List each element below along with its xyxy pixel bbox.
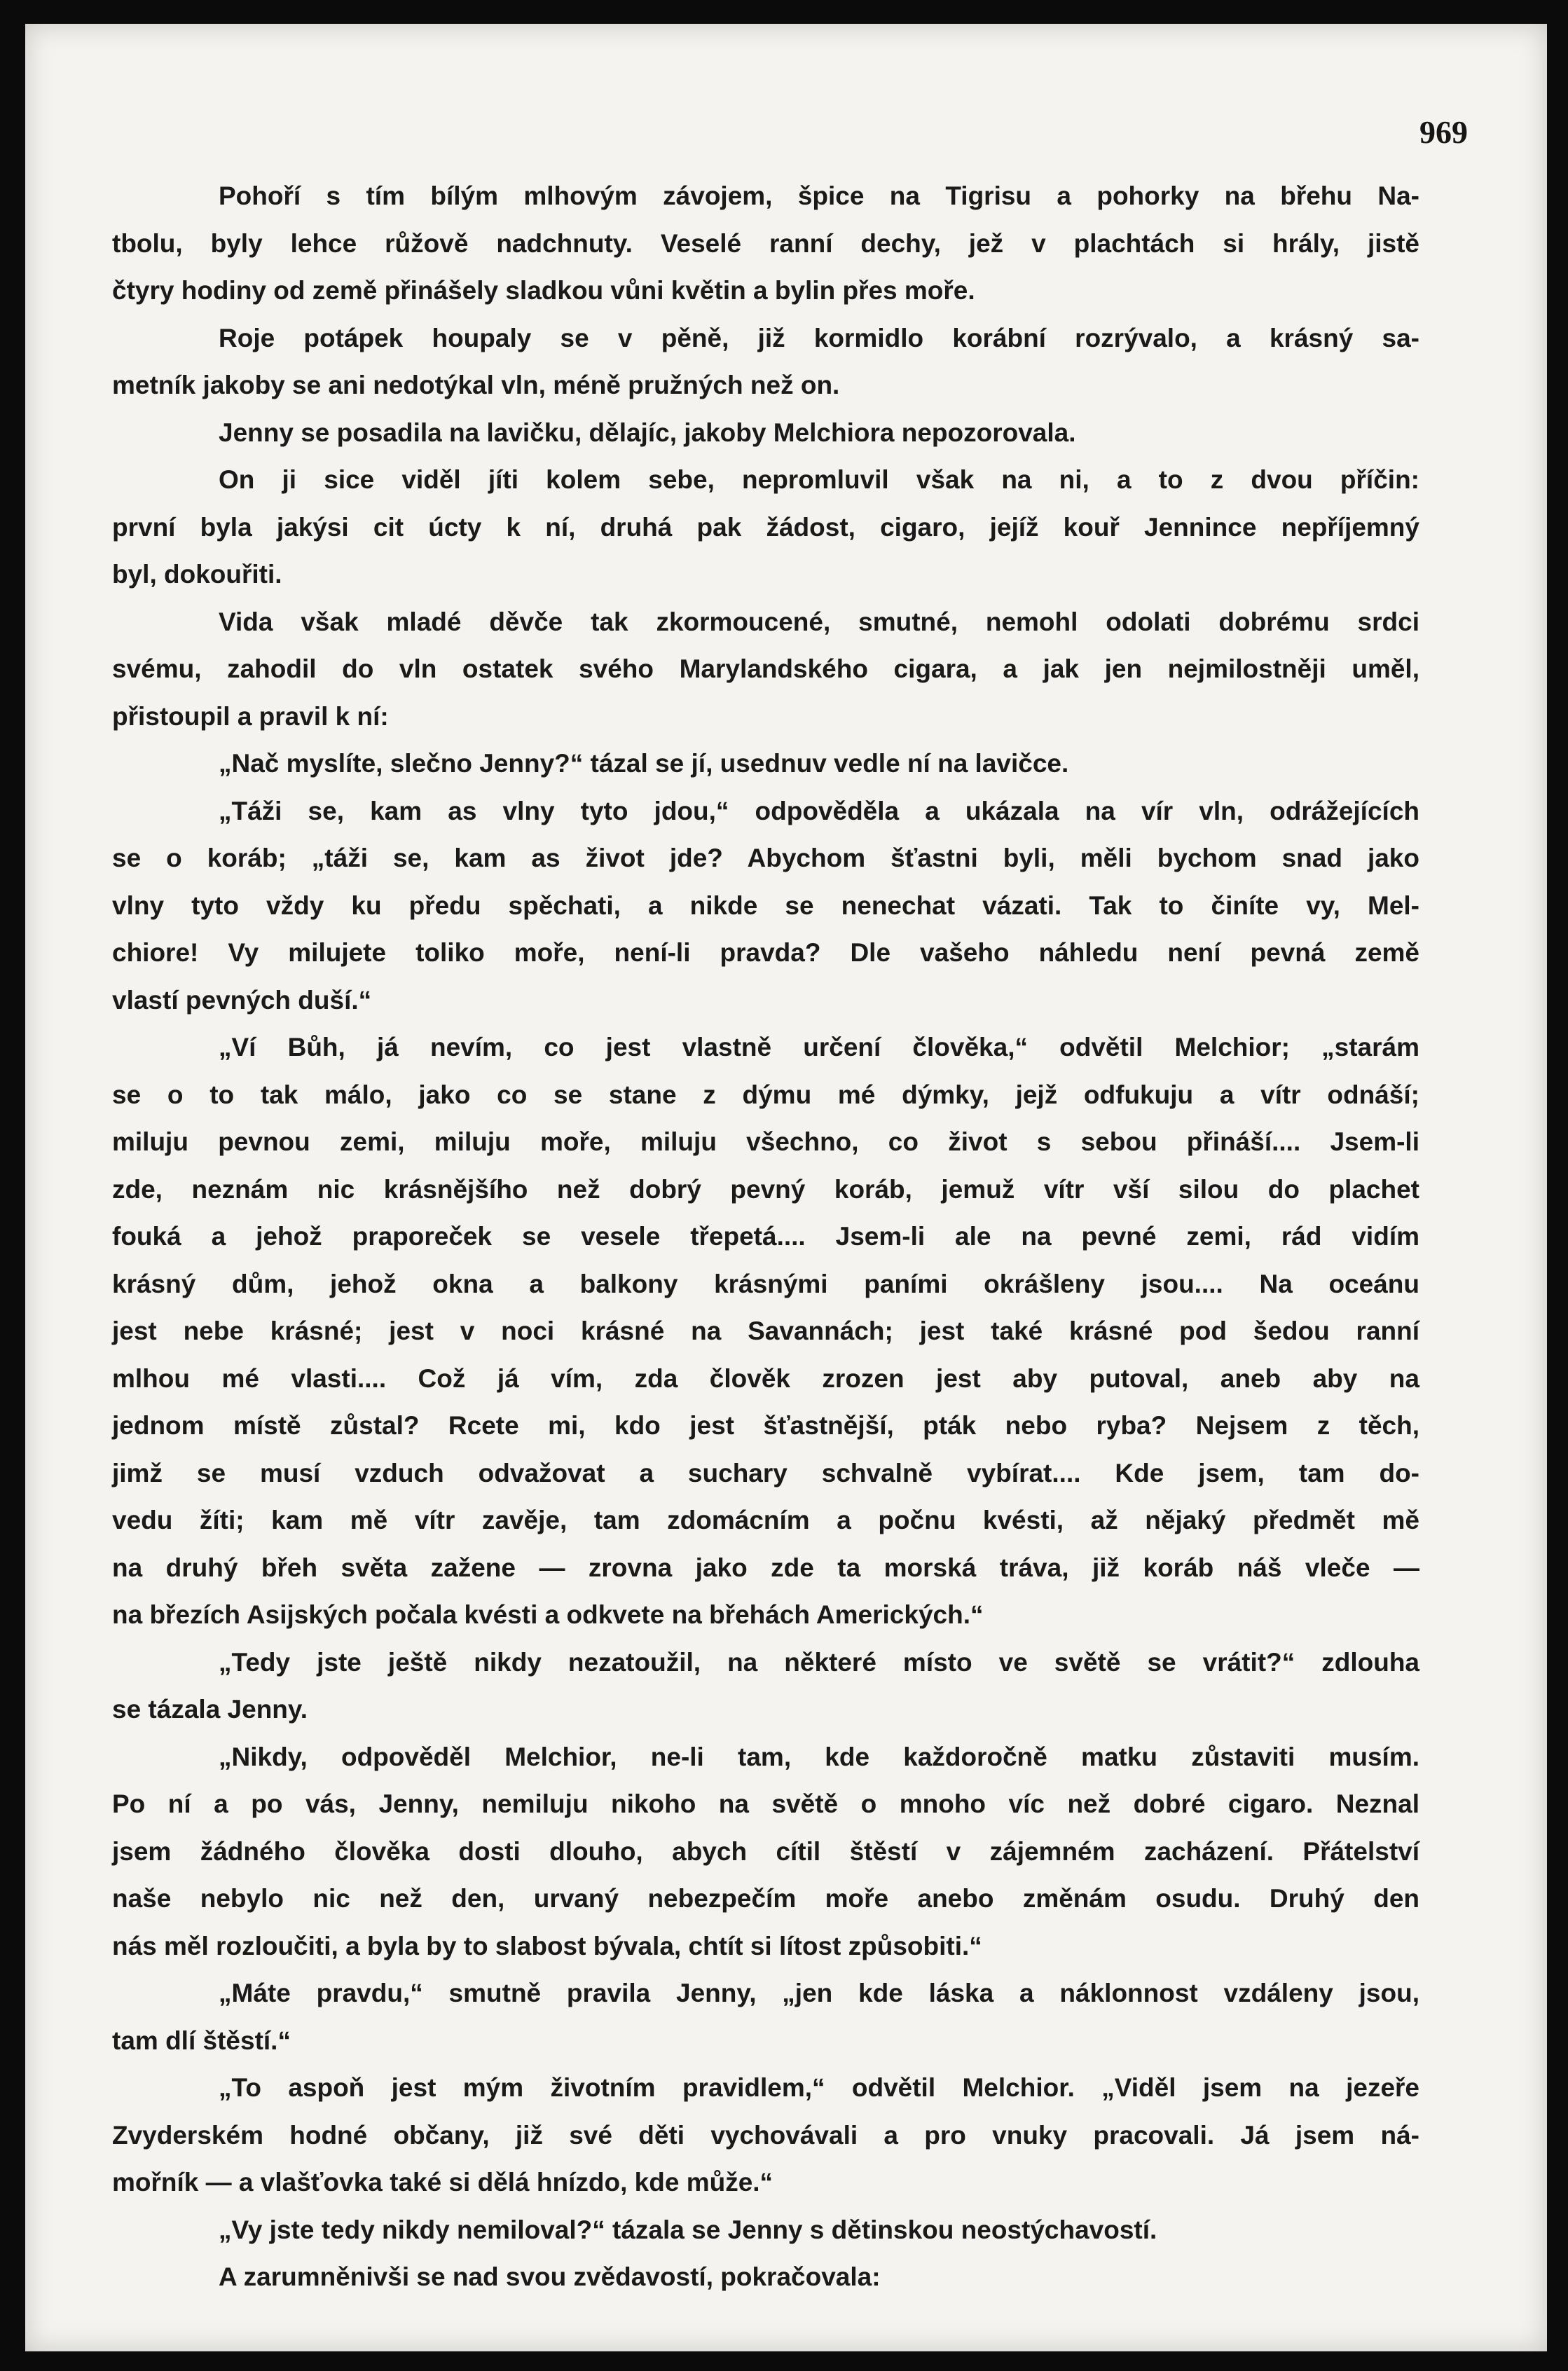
text-line: Zvyderském hodné občany, již své děti vychovávali a pro vnuky pracovali. Já jsem ná-	[112, 2120, 1419, 2150]
paragraph	[112, 1970, 1419, 2064]
text-line: chiore! Vy milujete toliko moře, není-li pravda? Dle vašeho náhledu není pevná země	[112, 938, 1419, 967]
text-line: vlny tyto vždy ku předu spěchati, a nikde se nenechat vázati. Tak to činíte vy, Mel-	[112, 891, 1419, 920]
text-line: krásný dům, jehož okna a balkony krásnými paními okrášleny jsou.... Na oceánu	[112, 1269, 1419, 1298]
text-line: „Vy jste tedy nikdy nemiloval?“ tázala se Jenny s dětinskou neostýchavostí.	[219, 2215, 1157, 2244]
text-line: „Nač myslíte, slečno Jenny?“ tázal se jí, usednuv vedle ní na lavičce.	[219, 749, 1069, 778]
text-line: fouká a jehož praporeček se vesele třepetá.... Jsem-li ale na pevné zemi, rád vidím	[112, 1222, 1419, 1251]
text-line: „Táži se, kam as vlny tyto jdou,“ odpověděla a ukázala na vír vln, odrážejících	[219, 796, 1419, 825]
text-line: „To aspoň jest mým životním pravidlem,“ odvětil Melchior. „Viděl jsem na jezeře	[219, 2073, 1419, 2102]
text-line: Pohoří s tím bílým mlhovým závojem, špice na Tigrisu a pohorky na břehu Na-	[219, 181, 1419, 210]
paragraph	[112, 598, 1419, 741]
text-line: mořník — a vlašťovka také si dělá hnízdo, kde může.“	[112, 2168, 773, 2197]
text-line: se o koráb; „táži se, kam as život jde? Abychom šťastni byli, měli bychom snad jako	[112, 844, 1419, 872]
text-line: první byla jakýsi cit úcty k ní, druhá pak žádost, cigaro, jejíž kouř Jennince nepříjemný	[112, 512, 1419, 542]
page-number: 969	[1419, 114, 1468, 150]
text-line: tam dlí štěstí.“	[112, 2026, 291, 2055]
paragraph	[112, 1733, 1419, 1970]
text-line: jsem žádného člověka dosti dlouho, abych cítil štěstí v zájemném zacházení. Přátelství	[112, 1836, 1419, 1866]
text-line: metník jakoby se ani nedotýkal vln, méně pružných než on.	[112, 371, 840, 399]
text-line: zde, neznám nic krásnějšího než dobrý pevný koráb, jemuž vítr vší silou do plachet	[112, 1174, 1419, 1204]
paragraph	[112, 1639, 1419, 1733]
paragraph	[112, 788, 1419, 1024]
text-line: vlastí pevných duší.“	[112, 985, 372, 1015]
text-line: se o to tak málo, jako co se stane z dýmu mé dýmky, jejž odfukuju a vítr odnáší;	[112, 1080, 1419, 1109]
paragraph	[112, 740, 1419, 788]
paragraph	[112, 172, 1419, 315]
paragraph	[112, 315, 1419, 409]
paragraph	[112, 456, 1419, 598]
paragraph	[112, 2064, 1419, 2206]
text-line: nás měl rozloučiti, a byla by to slabost bývala, chtít si lítost způsobiti.“	[112, 1931, 982, 1960]
text-line: Vida však mladé děvče tak zkormoucené, smutné, nemohl odolati dobrému srdci	[219, 607, 1419, 636]
body-text	[112, 172, 1419, 2301]
text-line: miluju pevnou zemi, miluju moře, miluju všechno, co život s sebou přináší.... Jsem-li	[112, 1127, 1419, 1156]
text-line: Jenny se posadila na lavičku, dělajíc, jakoby Melchiora nepozorovala.	[219, 418, 1076, 447]
text-line: byl, dokouřiti.	[112, 560, 282, 589]
text-line: jednom místě zůstal? Rcete mi, kdo jest šťastnější, pták nebo ryba? Nejsem z těch,	[112, 1411, 1419, 1440]
text-line: přistoupil a pravil k ní:	[112, 701, 389, 731]
text-line: jest nebe krásné; jest v noci krásné na Savannách; jest také krásné pod šedou ranní	[112, 1317, 1419, 1345]
text-line: čtyry hodiny od země přinášely sladkou vůni květin a bylin přes moře.	[112, 276, 975, 305]
text-line: naše nebylo nic než den, urvaný nebezpečím moře anebo změnám osudu. Druhý den	[112, 1884, 1419, 1913]
paragraph	[112, 1024, 1419, 1639]
text-line: se tázala Jenny.	[112, 1695, 308, 1724]
text-line: „Máte pravdu,“ smutně pravila Jenny, „jen kde láska a náklonnost vzdáleny jsou,	[219, 1979, 1419, 2007]
text-line: jimž se musí vzduch odvažovat a suchary schvalně vybírat.... Kde jsem, tam do-	[112, 1458, 1419, 1487]
text-line: „Nikdy, odpověděl Melchior, ne-li tam, kde každoročně matku zůstaviti musím.	[219, 1742, 1419, 1771]
paragraph	[112, 2253, 1419, 2301]
text-line: Po ní a po vás, Jenny, nemiluju nikoho na světě o mnoho víc než dobré cigaro. Neznal	[112, 1789, 1419, 1818]
paragraph	[112, 409, 1419, 457]
text-line: A zarumněnivši se nad svou zvědavostí, pokračovala:	[219, 2262, 881, 2291]
text-line: vedu žíti; kam mě vítr zavěje, tam zdomácním a počnu kvésti, až nějaký předmět mě	[112, 1506, 1419, 1534]
text-line: Roje potápek houpaly se v pěně, již kormidlo korábní rozrývalo, a krásný sa-	[219, 323, 1419, 352]
text-line: On ji sice viděl jíti kolem sebe, nepromluvil však na ni, a to z dvou příčin:	[219, 465, 1419, 494]
text-line: na druhý břeh světa zažene — zrovna jako zde ta morská tráva, již koráb náš vleče —	[112, 1553, 1419, 1582]
text-line: tbolu, byly lehce růžově nadchnuty. Veselé ranní dechy, jež v plachtách si hrály, jistě	[112, 228, 1419, 258]
text-line: mlhou mé vlasti.... Což já vím, zda člověk zrozen jest aby putoval, aneb aby na	[112, 1363, 1419, 1393]
text-line: „Ví Bůh, já nevím, co jest vlastně určení člověka,“ odvětil Melchior; „starám	[219, 1033, 1419, 1061]
text-line: svému, zahodil do vln ostatek svého Marylandského cigara, a jak jen nejmilostněji uměl,	[112, 654, 1419, 683]
paragraph	[112, 2206, 1419, 2254]
text-line: na březích Asijských počala kvésti a odkvete na břehách Amerických.“	[112, 1600, 984, 1629]
text-line: „Tedy jste ještě nikdy nezatoužil, na některé místo ve světě se vrátit?“ zdlouha	[219, 1647, 1419, 1677]
